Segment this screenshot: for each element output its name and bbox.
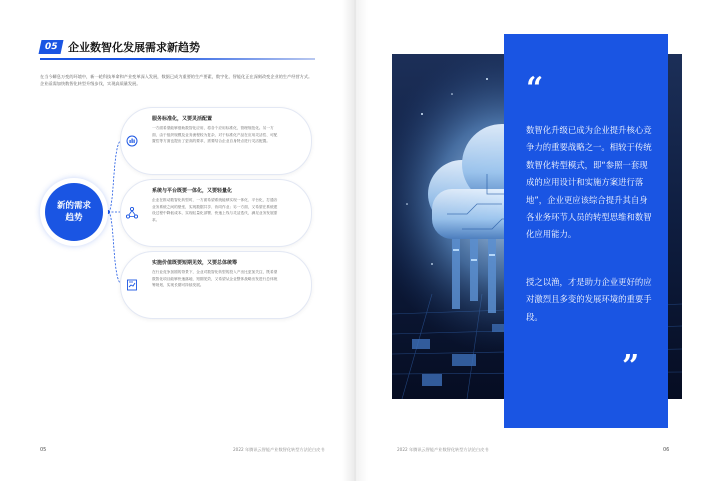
network-nodes-icon: [125, 206, 139, 220]
intro-paragraph: 在当今瞬息万变的环境中，新一轮科技革命和产业变革深入发展，数据已成为重要的生产要素，数字化、智能化正在深刻改变企业的生产经营方式。企业亟需加快数智化转型升级步伐，实现高质量发展。: [40, 74, 313, 86]
section-title: 企业数智化发展需求新趋势: [68, 41, 200, 54]
trend-card-value: [120, 251, 312, 319]
footer-document-title-right: 2022 年腾讯云智能产业数智化转型方法论白皮书: [397, 447, 489, 452]
card-body: 一方面希望能够借助数智化应用，将各个应用标准化，管理规范化。另一方面，由于组织规模及业务流程较为复杂，对于标准化产品在应用灵活性、可配置性等方面也提出了更高的要求，需要结合企业自身特点进行灵活配置。: [152, 126, 278, 144]
section-number-badge: 05: [39, 40, 64, 54]
quote-paragraph-2: 授之以渔，才是助力企业更好的应对激烈且多变的发展环境的重要手段。: [526, 277, 652, 322]
card-body: 企业在推动数智化转型时，一方面希望系统能够实现一体化、平台化，打通各业务系统之间的壁垒，实现数据共享、协同作业；另一方面，又希望在系统建设过程中降低成本，实现轻量化部署、快速上线与灵活迭代，满足业务发展需求。: [152, 198, 278, 222]
hub-label-line2: 趋势: [65, 213, 83, 223]
hub-label-line1: 新的需求: [56, 201, 91, 211]
document-chart-icon: [125, 278, 139, 292]
trend-card-standardization: [120, 107, 312, 175]
open-quote-mark: “: [526, 71, 544, 106]
trend-card-integration: [120, 179, 312, 247]
footer-document-title-left: 2022 年腾讯云智能产业数智化转型方法论白皮书: [233, 447, 325, 452]
quote-panel: [504, 34, 668, 428]
card-title: 系统与平台既要一体化，又要轻量化: [152, 188, 233, 194]
card-body: 在行业竞争加剧的背景下，企业对数智化转型的投入产出比更加关注，既希望数智化项目能够快速落地、短期见效，又希望从企业整体战略出发进行总体统筹规划，实现长期可持续发展。: [152, 270, 278, 288]
page-number-right: 06: [663, 447, 670, 453]
card-title: 实施价值既要短期见效，又要总体统筹: [152, 260, 238, 266]
page-gutter-shadow: [342, 0, 368, 481]
close-quote-mark: ”: [622, 349, 640, 384]
page-number-left: 05: [40, 447, 47, 453]
quote-paragraph-1: 数智化升级已成为企业提升核心竞争力的重要战略之一。相较于传统数智化转型模式，即“参照一套现成的应用设计和实施方案进行落地”，企业更应该综合提升其自身各业务环节人员的转型思维和数智化应用能力。: [526, 125, 652, 240]
settings-chart-icon: [125, 134, 139, 148]
demand-trends-hub: [45, 183, 103, 241]
card-title: 服务标准化，又要灵活配置: [152, 116, 213, 122]
